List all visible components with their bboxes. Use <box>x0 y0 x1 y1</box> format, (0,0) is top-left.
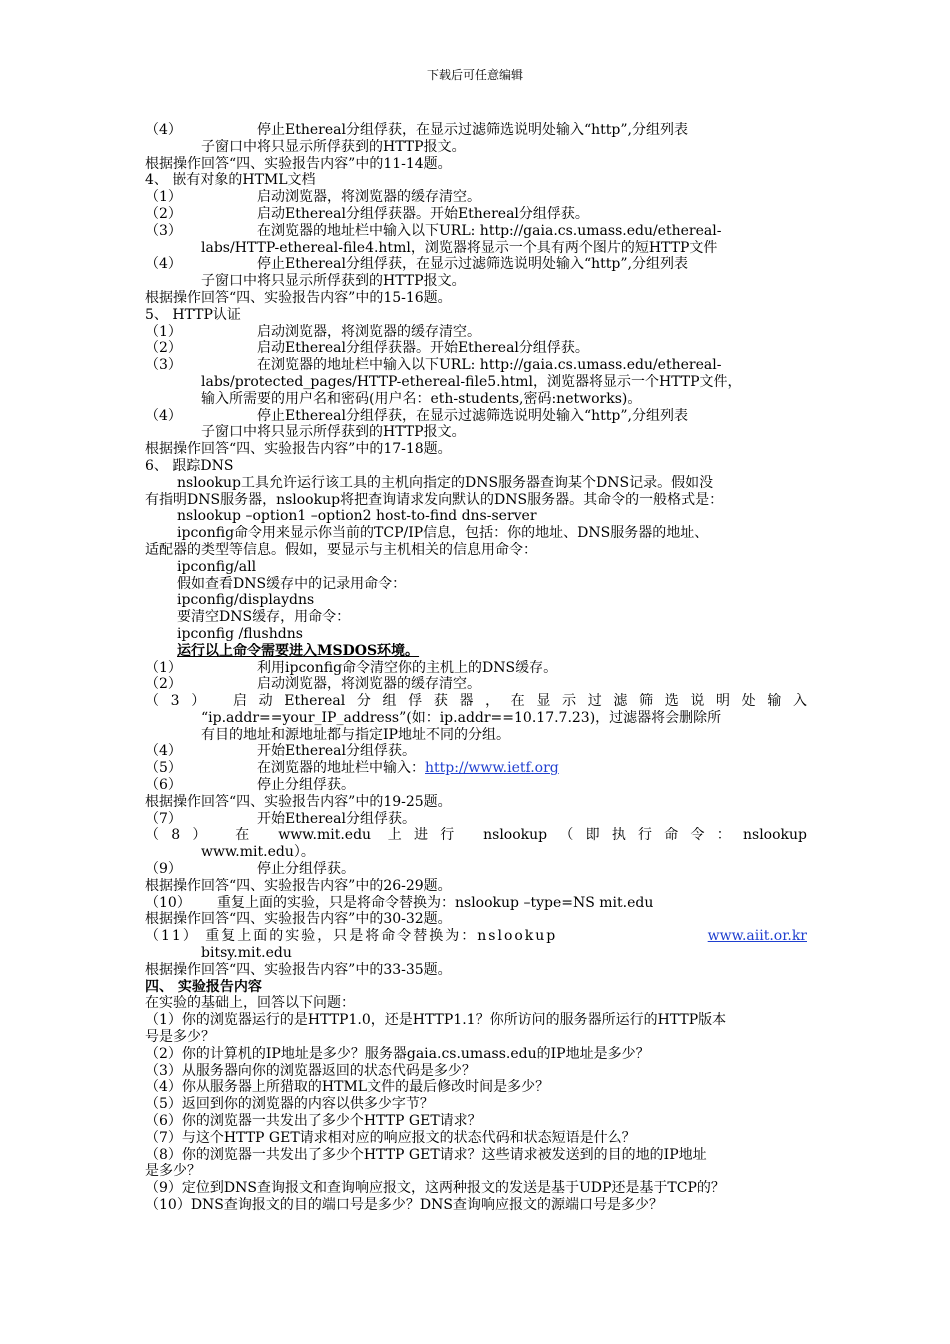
step-text: 重复上面的实验，只是将命令替换为：nslookup –type=NS mit.edu <box>217 894 654 911</box>
text-line: “ip.addr==your_IP_address”(如：ip.addr==10.17.7.23)，过滤器将会删除所 <box>201 709 722 726</box>
step-line <box>145 223 807 240</box>
step-number: （2） <box>145 676 182 693</box>
text-line: www.mit.edu）。 <box>201 844 315 861</box>
text-line: 子窗口中将只显示所俘获到的HTTP报文。 <box>201 138 466 155</box>
text-line: nslookup工具允许运行该工具的主机向指定的DNS服务器查询某个DNS记录。假如没 <box>177 474 714 491</box>
section-heading: 四、 实验报告内容 <box>145 978 262 995</box>
step-text: 停止分组俘获。 <box>257 861 355 878</box>
step-text: 启动浏览器，将浏览器的缓存清空。 <box>257 189 481 206</box>
text-line: 根据操作回答“四、实验报告内容”中的26-29题。 <box>145 877 452 894</box>
step-text: 在浏览器的地址栏中输入： <box>257 760 425 777</box>
step-number: （4） <box>145 256 182 273</box>
step-number: （2） <box>145 205 182 222</box>
text-line: ipconfig命令用来显示你当前的TCP/IP信息，包括：你的地址、DNS服务器的地址、 <box>177 525 709 542</box>
text-line: 根据操作回答“四、实验报告内容”中的11-14题。 <box>145 155 452 172</box>
step-line <box>145 811 807 828</box>
text-line: 有目的地址和源地址都与指定IP地址不同的分组。 <box>201 726 510 743</box>
step-number: （9） <box>145 861 182 878</box>
notice-line: 运行以上命令需要进入MSDOS环境。 <box>177 642 420 659</box>
step-line <box>145 760 807 777</box>
text-line: 根据操作回答“四、实验报告内容”中的33-35题。 <box>145 961 452 978</box>
step-line <box>145 206 807 223</box>
question-line: （10）DNS查询报文的目的端口号是多少？DNS查询响应报文的源端口号是多少？ <box>145 1197 663 1213</box>
text-line: labs/HTTP-ethereal-file4.html，浏览器将显示一个具有两个图片的短HTTP文件 <box>201 239 718 256</box>
step-line: （8） 在 www.mit.edu 上进行 nslookup（即执行命令：nslookup <box>145 827 807 844</box>
step-number: （1） <box>145 659 182 676</box>
step-text: 停止Ethereal分组俘获，在显示过滤筛选说明处输入“http”,分组列表 <box>257 256 688 273</box>
command-line: ipconfig/displaydns <box>177 592 315 609</box>
text-line: 适配器的类型等信息。假如，要显示与主机相关的信息用命令： <box>145 541 537 558</box>
step-number: （3） <box>145 357 182 374</box>
step-line <box>145 660 807 677</box>
text-line: labs/protected_pages/HTTP-ethereal-file5.html，浏览器将显示一个HTTP文件， <box>201 373 742 390</box>
section-heading: 6、 跟踪DNS <box>145 457 234 474</box>
step-text: 停止Ethereal分组俘获，在显示过滤筛选说明处输入“http”,分组列表 <box>257 122 688 138</box>
text-line: 根据操作回答“四、实验报告内容”中的15-16题。 <box>145 289 452 306</box>
step-line <box>145 357 807 374</box>
question-line: （5）返回到你的浏览器的内容以供多少字节？ <box>145 1096 434 1113</box>
step-text: 开始Ethereal分组俘获。 <box>257 810 416 827</box>
step-text: 利用ipconfig命令清空你的主机上的DNS缓存。 <box>257 659 558 676</box>
text-line: 子窗口中将只显示所俘获到的HTTP报文。 <box>201 424 466 441</box>
step-number: （1） <box>145 189 182 206</box>
step-line <box>145 777 807 794</box>
step-number: （4） <box>145 122 182 138</box>
step-text: 停止分组俘获。 <box>257 777 355 794</box>
command-line: ipconfig /flushdns <box>177 625 303 642</box>
text-line: 输入所需要的用户名和密码(用户名：eth-students,密码:networks)。 <box>201 390 642 407</box>
step-line: （3） 启动Ethereal分组俘获器，在显示过滤筛选说明处输入 <box>145 693 807 710</box>
text-line: 假如查看DNS缓存中的记录用命令： <box>177 575 407 592</box>
question-line: 是多少？ <box>145 1163 201 1180</box>
text-line: 根据操作回答“四、实验报告内容”中的19-25题。 <box>145 793 452 810</box>
question-line: （7）与这个HTTP GET请求相对应的响应报文的状态代码和状态短语是什么？ <box>145 1129 636 1146</box>
section-heading: 4、 嵌有对象的HTML文档 <box>145 172 316 189</box>
step-number: （6） <box>145 777 182 794</box>
command-line: nslookup –option1 –option2 host-to-find dns-server <box>177 508 537 525</box>
step-line <box>145 189 807 206</box>
step-number: （3） <box>145 222 182 239</box>
text-line: 有指明DNS服务器，nslookup将把查询请求发向默认的DNS服务器。其命令的一般格式是： <box>145 491 724 508</box>
question-line: （1）你的浏览器运行的是HTTP1.0，还是HTTP1.1？你所访问的服务器所运行的HTTP版本 <box>145 1012 727 1029</box>
step-text: 开始Ethereal分组俘获。 <box>257 743 416 760</box>
page-header: 下载后可任意编辑 <box>426 68 523 82</box>
step-text: 启动浏览器，将浏览器的缓存清空。 <box>257 323 481 340</box>
step-number: （4） <box>145 407 182 424</box>
step-line <box>145 408 807 425</box>
command-line: ipconfig/all <box>177 558 257 575</box>
step-line <box>145 256 807 273</box>
step-text: 启动Ethereal分组俘获器。开始Ethereal分组俘获。 <box>257 340 589 357</box>
step-line <box>145 861 807 878</box>
step-number: （2） <box>145 340 182 357</box>
text-line: 子窗口中将只显示所俘获到的HTTP报文。 <box>201 273 466 290</box>
ietf-link[interactable]: http://www.ietf.org <box>425 760 559 777</box>
question-line: （4）你从服务器上所猎取的HTML文件的最后修改时间是多少？ <box>145 1079 550 1096</box>
text-line: 在实验的基础上，回答以下问题： <box>145 995 355 1012</box>
step-number: （10） <box>145 894 191 911</box>
step-text: 启动浏览器，将浏览器的缓存清空。 <box>257 676 481 693</box>
text-line: 要清空DNS缓存，用命令： <box>177 609 351 626</box>
text-line: bitsy.mit.edu <box>201 945 292 962</box>
aiit-link[interactable]: www.aiit.or.kr <box>707 928 807 945</box>
step-line <box>145 122 807 139</box>
document-body <box>145 122 807 1214</box>
question-line: （6）你的浏览器一共发出了多少个HTTP GET请求？ <box>145 1113 482 1130</box>
step-line <box>145 928 807 945</box>
step-text: 在浏览器的地址栏中输入以下URL: http://gaia.cs.umass.edu/ethereal- <box>257 222 722 239</box>
text-line: 根据操作回答“四、实验报告内容”中的17-18题。 <box>145 441 452 458</box>
step-number: （5） <box>145 760 182 777</box>
step-text: （11） 重复上面的实验，只是将命令替换为：nslookup <box>145 928 558 945</box>
question-line: （3）从服务器向你的浏览器返回的状态代码是多少？ <box>145 1062 476 1079</box>
step-line <box>145 340 807 357</box>
step-text: 在浏览器的地址栏中输入以下URL: http://gaia.cs.umass.edu/ethereal- <box>257 357 722 374</box>
step-number: （1） <box>145 323 182 340</box>
step-text: 启动Ethereal分组俘获器。开始Ethereal分组俘获。 <box>257 205 589 222</box>
question-line: （9）定位到DNS查询报文和查询响应报文，这两种报文的发送是基于UDP还是基于TCP的？ <box>145 1180 725 1197</box>
step-line <box>145 743 807 760</box>
question-line: （2）你的计算机的IP地址是多少？服务器gaia.cs.umass.edu的IP地址是多少？ <box>145 1045 650 1062</box>
step-number: （7） <box>145 810 182 827</box>
step-number: （4） <box>145 743 182 760</box>
step-line <box>145 324 807 341</box>
step-text: 停止Ethereal分组俘获，在显示过滤筛选说明处输入“http”,分组列表 <box>257 407 688 424</box>
text-line: 根据操作回答“四、实验报告内容”中的30-32题。 <box>145 911 452 928</box>
question-line: （8）你的浏览器一共发出了多少个HTTP GET请求？这些请求被发送到的目的地的IP地址 <box>145 1146 707 1163</box>
section-heading: 5、 HTTP认证 <box>145 306 241 323</box>
step-line <box>145 676 807 693</box>
step-line <box>145 895 807 912</box>
question-line: 号是多少？ <box>145 1029 215 1046</box>
